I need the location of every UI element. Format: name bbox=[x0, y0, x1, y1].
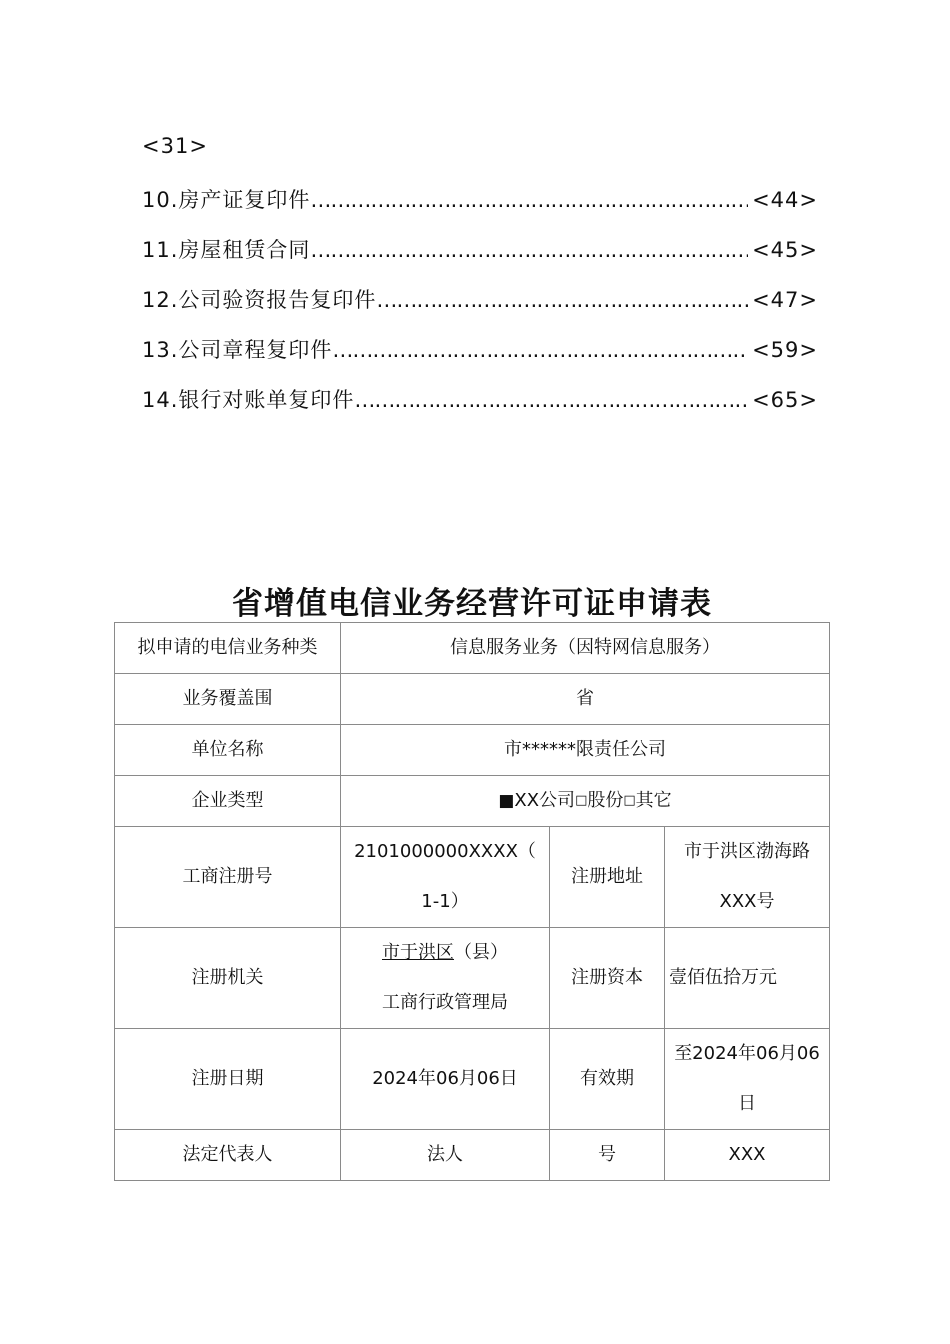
form-title: 省增值电信业务经营许可证申请表 bbox=[232, 586, 712, 622]
coverage-value[interactable]: 省 bbox=[341, 674, 830, 725]
validity-value[interactable] bbox=[665, 1029, 830, 1130]
table-row bbox=[115, 623, 830, 674]
service-type-label: 拟申请的电信业务种类 bbox=[115, 623, 341, 674]
toc-item-page: <45> bbox=[752, 238, 818, 262]
table-of-contents bbox=[142, 184, 818, 434]
reg-date-label: 注册日期 bbox=[115, 1029, 341, 1130]
reg-addr-line-1: 市于洪区渤海路 bbox=[684, 841, 810, 862]
toc-item-page: <44> bbox=[752, 188, 818, 212]
id-value[interactable]: XXX bbox=[665, 1130, 830, 1181]
toc-item-12[interactable] bbox=[142, 284, 818, 334]
table-row bbox=[115, 674, 830, 725]
toc-item-number: 13. bbox=[142, 338, 179, 362]
reg-authority-label: 注册机关 bbox=[115, 928, 341, 1029]
toc-leader-dots bbox=[354, 388, 748, 412]
validity-line-1: 至2024年06月06 bbox=[674, 1043, 820, 1064]
table-row bbox=[115, 776, 830, 827]
toc-item-number: 12. bbox=[142, 288, 179, 312]
toc-leader-dots bbox=[310, 188, 748, 212]
legal-rep-value[interactable]: 法人 bbox=[341, 1130, 550, 1181]
reg-addr-line-2: XXX号 bbox=[719, 891, 775, 912]
reg-authority-city: 市于洪区 bbox=[382, 942, 454, 963]
table-row bbox=[115, 827, 830, 928]
reg-no-value[interactable] bbox=[341, 827, 550, 928]
reg-authority-value[interactable] bbox=[341, 928, 550, 1029]
toc-item-number: 11. bbox=[142, 238, 179, 262]
reg-date-value[interactable]: 2024年06月06日 bbox=[341, 1029, 550, 1130]
toc-item-label: 公司章程复印件 bbox=[178, 338, 333, 362]
toc-item-page: <47> bbox=[752, 288, 818, 312]
service-type-value[interactable]: 信息服务业务（因特网信息服务） bbox=[341, 623, 830, 674]
unchecked-checkbox-icon[interactable]: □ bbox=[623, 793, 636, 808]
toc-item-14[interactable] bbox=[142, 384, 818, 434]
validity-label: 有效期 bbox=[550, 1029, 665, 1130]
toc-item-label: 公司验资报告复印件 bbox=[178, 288, 377, 312]
unit-name-value[interactable]: 市******限责任公司 bbox=[341, 725, 830, 776]
table-row bbox=[115, 725, 830, 776]
toc-leader-dots bbox=[376, 288, 748, 312]
company-type-option-3: 其它 bbox=[635, 790, 672, 811]
reg-capital-value[interactable]: 壹佰伍拾万元 bbox=[665, 928, 830, 1029]
toc-item-13[interactable] bbox=[142, 334, 818, 384]
toc-continued-page-number: <31> bbox=[142, 134, 208, 158]
toc-item-label: 银行对账单复印件 bbox=[178, 388, 355, 412]
toc-item-number: 10. bbox=[142, 188, 179, 212]
reg-addr-value[interactable] bbox=[665, 827, 830, 928]
toc-leader-dots bbox=[310, 238, 748, 262]
table-row bbox=[115, 1029, 830, 1130]
toc-item-label: 房产证复印件 bbox=[178, 188, 311, 212]
coverage-label: 业务覆盖围 bbox=[115, 674, 341, 725]
reg-no-label: 工商注册号 bbox=[115, 827, 341, 928]
toc-item-number: 14. bbox=[142, 388, 179, 412]
company-type-label: 企业类型 bbox=[115, 776, 341, 827]
reg-no-line-2: 1-1） bbox=[421, 891, 469, 912]
unit-name-label: 单位名称 bbox=[115, 725, 341, 776]
toc-item-page: <59> bbox=[752, 338, 818, 362]
unchecked-checkbox-icon[interactable]: □ bbox=[575, 793, 588, 808]
toc-item-page: <65> bbox=[752, 388, 818, 412]
toc-item-label: 房屋租赁合同 bbox=[178, 238, 311, 262]
table-row bbox=[115, 1130, 830, 1181]
reg-authority-county: （县） bbox=[454, 942, 508, 963]
table-row bbox=[115, 928, 830, 1029]
toc-leader-dots bbox=[332, 338, 748, 362]
reg-addr-label: 注册地址 bbox=[550, 827, 665, 928]
reg-authority-line-2: 工商行政管理局 bbox=[382, 992, 508, 1013]
reg-capital-label: 注册资本 bbox=[550, 928, 665, 1029]
company-type-options bbox=[341, 776, 830, 827]
company-type-option-2: 股份 bbox=[587, 790, 624, 811]
validity-line-2: 日 bbox=[738, 1093, 756, 1114]
id-label: 号 bbox=[550, 1130, 665, 1181]
checked-checkbox-icon[interactable]: ■ bbox=[498, 791, 515, 811]
toc-item-11[interactable] bbox=[142, 234, 818, 284]
company-type-option-1: XX公司 bbox=[514, 790, 576, 811]
legal-rep-label: 法定代表人 bbox=[115, 1130, 341, 1181]
toc-item-10[interactable] bbox=[142, 184, 818, 234]
reg-no-line-1: 2101000000XXXX（ bbox=[354, 841, 536, 862]
application-form-table bbox=[114, 622, 830, 1181]
